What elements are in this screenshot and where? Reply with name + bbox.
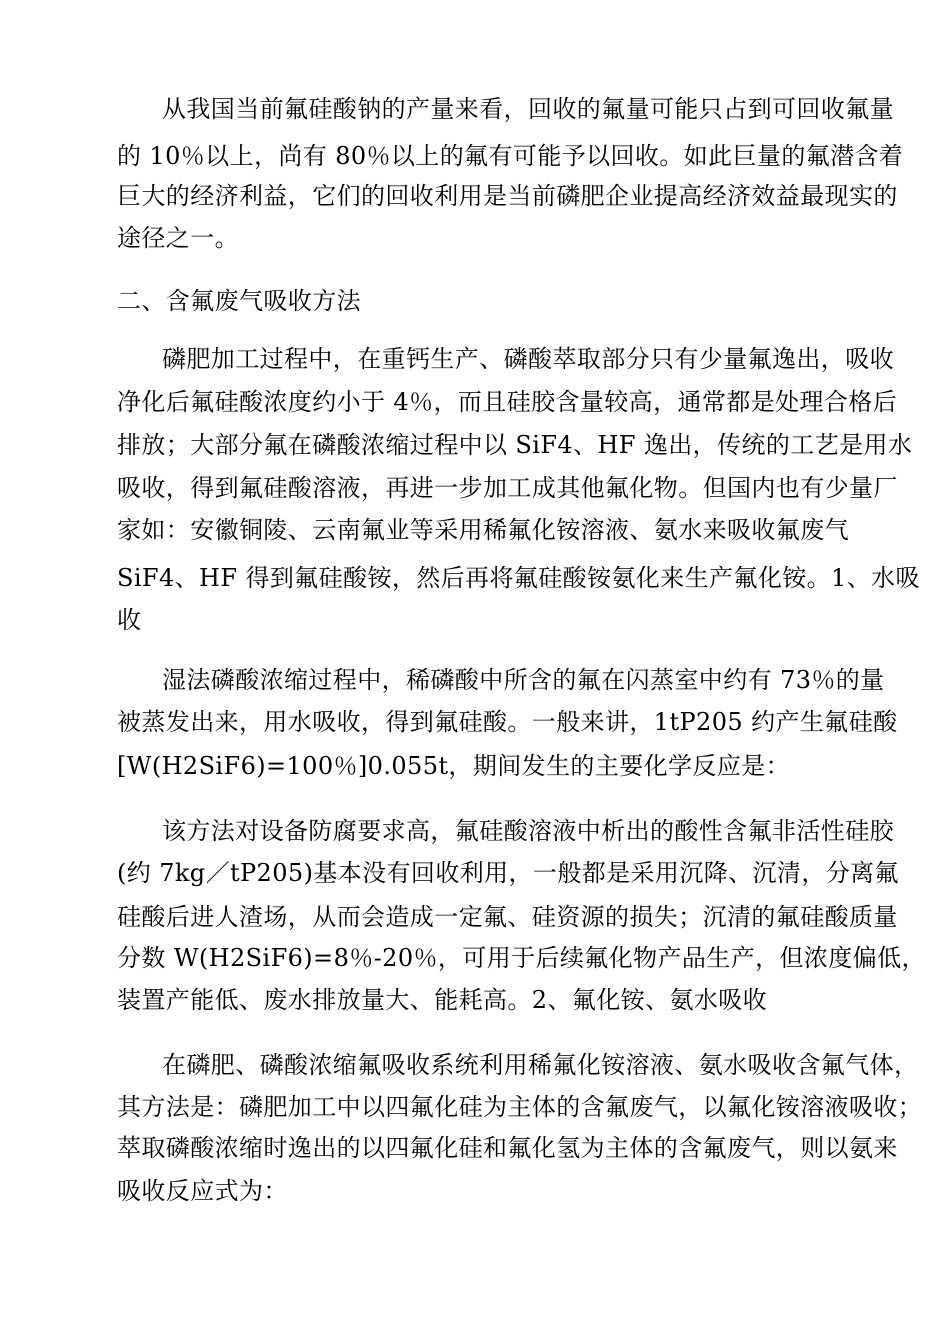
paragraph-line: 吸收反应式为： xyxy=(117,1177,288,1205)
paragraph-line: 湿法磷酸浓缩过程中，稀磷酸中所含的氟在闪蒸室中约有 73％的量 xyxy=(162,666,885,694)
paragraph-line: 的 10％以上，尚有 80％以上的氟有可能予以回收。如此巨量的氟潜含着 xyxy=(117,142,904,170)
paragraph-line: 硅酸后进人渣场，从而会造成一定氟、硅资源的损失；沉清的氟硅酸质量 xyxy=(117,903,898,931)
paragraph-line: SiF4、HF 得到氟硅酸铵，然后再将氟硅酸铵氨化来生产氟化铵。1、水吸 xyxy=(117,564,920,592)
paragraph-line: 从我国当前氟硅酸钠的产量来看，回收的氟量可能只占到可回收氟量 xyxy=(162,95,894,123)
section-heading: 二、含氟废气吸收方法 xyxy=(117,287,361,315)
paragraph-line: 吸收，得到氟硅酸溶液，再进一步加工成其他氟化物。但国内也有少量厂 xyxy=(117,474,898,502)
paragraph-line: (约 7kg／tP205)基本没有回收利用，一般都是采用沉降、沉清，分离氟 xyxy=(117,859,899,887)
paragraph-line: 净化后氟硅酸浓度约小于 4％，而且硅胶含量较高，通常都是处理合格后 xyxy=(117,388,898,416)
paragraph-line: 分数 W(H2SiF6)=8％-20％，可用于后续氟化物产品生产，但浓度偏低， xyxy=(117,944,926,972)
paragraph-line: 该方法对设备防腐要求高，氟硅酸溶液中析出的酸性含氟非活性硅胶 xyxy=(162,817,894,845)
paragraph-line: 其方法是：磷肥加工中以四氟化硅为主体的含氟废气，以氟化铵溶液吸收； xyxy=(117,1093,923,1121)
paragraph-line: 在磷肥、磷酸浓缩氟吸收系统利用稀氟化铵溶液、氨水吸收含氟气体， xyxy=(162,1051,919,1079)
paragraph-line: 磷肥加工过程中，在重钙生产、磷酸萃取部分只有少量氟逸出，吸收 xyxy=(162,345,894,373)
paragraph-line: 排放；大部分氟在磷酸浓缩过程中以 SiF4、HF 逸出，传统的工艺是用水 xyxy=(117,431,913,459)
paragraph-line: 家如：安徽铜陵、云南氟业等采用稀氟化铵溶液、氨水来吸收氟废气 xyxy=(117,516,849,544)
paragraph-line: 装置产能低、废水排放量大、能耗高。2、氟化铵、氨水吸收 xyxy=(117,986,768,1014)
paragraph-line: [W(H2SiF6)=100％]0.055t，期间发生的主要化学反应是： xyxy=(117,752,791,780)
paragraph-line: 收 xyxy=(117,606,142,634)
paragraph-line: 萃取磷酸浓缩时逸出的以四氟化硅和氟化氢为主体的含氟废气，则以氨来 xyxy=(117,1134,898,1162)
paragraph-line: 途径之一。 xyxy=(117,224,239,252)
paragraph-line: 被蒸发出来，用水吸收，得到氟硅酸。一般来讲，1tP205 约产生氟硅酸 xyxy=(117,708,898,736)
paragraph-line: 巨大的经济利益，它们的回收利用是当前磷肥企业提高经济效益最现实的 xyxy=(117,182,898,210)
